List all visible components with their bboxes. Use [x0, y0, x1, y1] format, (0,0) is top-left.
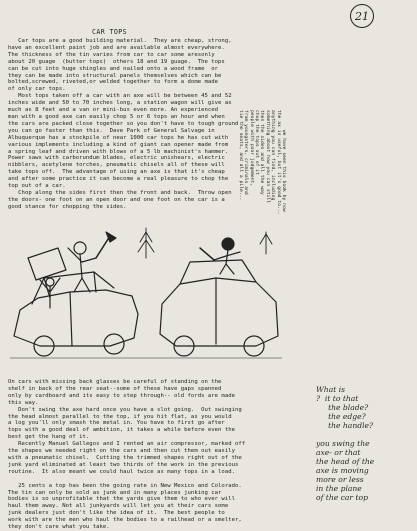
person-on-car-figure: [200, 238, 240, 274]
car-chopping-illustration: [10, 218, 282, 368]
car-body-left: [14, 272, 138, 356]
rotated-side-note: we have seen this book by now the ax is useful, but it's good to... anything you can find, including something about how you can still then the sides and all the way chop the tops out of it people with poor judgement, from youngsters, criminals and tie the seats, and all a pile...: [237, 110, 286, 215]
page-title: CAR TOPS: [92, 28, 127, 36]
page-number: [350, 4, 374, 28]
body-text-bottom: On cars with missing back glasses be careful of standing on the shelf in back of the rear seat--some of these have gaps spanned only by cardboard and its easy to step through-- old fords are made this way. Don't swing the axe hard once you have a slot going. Out swinging the head almost parallel to the top, if you hit flat, as you would a log you'll only smash the metal in. You have to first go after tops with a good deal of ambition, it takes a while before even the best get the hang of it. Recently Manuel Gallegos and I rented an air compressor, marked off the shapes we needed right on the cars and then cut them out easily with a pneumatic chisel. Cutting the trimmed shapes right out of the junk yard eliminated at least two thirds of the work in the previous routine. It also meant we could haul twice as many tops in a load. 25 cents a top has been the going rate in New Mexico and Colorado. The tin can only be sold as junk and in many places junking car bodies is so unprofitable that the yards give them to who ever will haul them away. Not all junkyards will let you at their cars some junk dealers just don't like the idea of it. The best people to work with are the men who haul the bodies to a railhead or a smelter, they don't care what you take.: [8, 379, 246, 531]
handwritten-margin-note: What is ? it to that the blade? the edge? the handle? you swing the axe- or that the head of the axe is moving more or less in the plane of the car top: [316, 385, 375, 502]
page-number-text: 21: [355, 9, 369, 23]
body-text-top: Car tops are a good building material. They are cheap, strong, have an excellent paint job and are available almost everywhere. The thickness of the tin varies from car to car some aresonly about 20 guage (butter tops) others 18 and 19 guage. The tops can be cut into huge shingles and nailed onto a wood frame or they can be made into structural panels themselves which can be bolted,screwed, riveted,or welded together to form a dome made of only car tops. Most tops taken off a car with an axe will be between 45 and 52 inches wide and 50 to 70 inches long, a station wagon will give as much as 8 feet and a van or mini-bus even more. An experienced man with a good axe can easily chop 5 or 6 tops an hour and when the cars are packed close together so you don't have to tough ground you can go faster than this. Dave Park of General Salvage in Albuquerque has a stockpile of near 1000 car tops he has cut with various implements including a kind of giant can opener made from a spring leaf and driven with blows of a 5 lb machinist's hammer. Power saws with carborundum blades, electric unishears, electric nibblers, acetylene torches, pneumatic chisels all of these will take tops off. The advantage of using an axe is that it's cheap and after some practice it can become a real pleasure to chop the top out of a car. Chop along the sides first then the front and back. Throw open the doors- one foot on an open door and one foot on the car is a good stance for chopping the sides.: [8, 38, 239, 210]
background-trees: [138, 228, 272, 258]
car-body-right: [160, 260, 278, 356]
man-with-axe-figure: [68, 232, 116, 292]
